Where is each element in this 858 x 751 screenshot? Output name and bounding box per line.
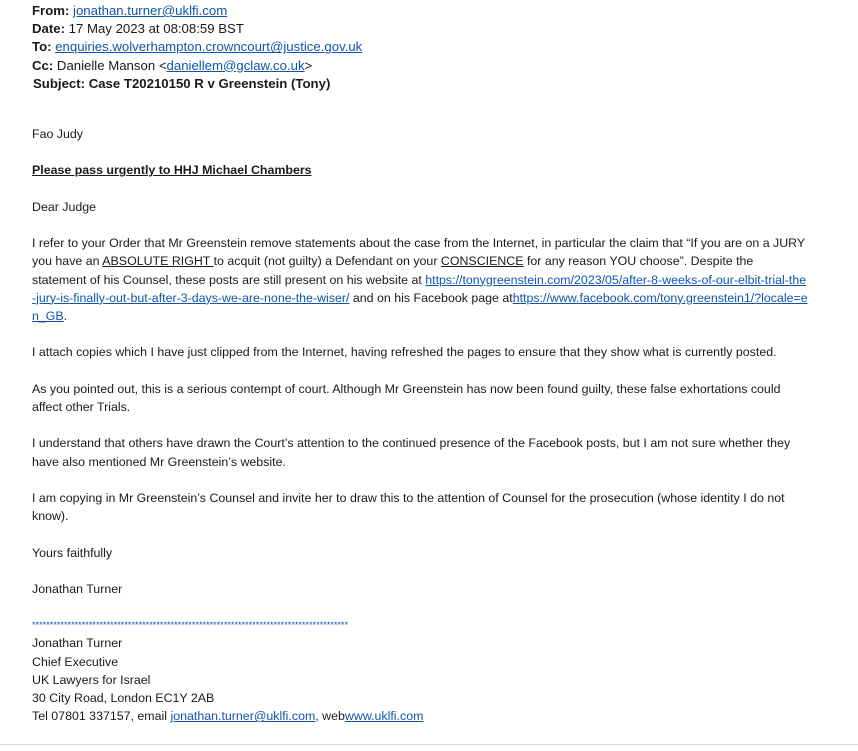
paragraph-2: I attach copies which I have just clipped from the Internet, having refreshed the pages to ensure that they show what is currently posted. [32,345,777,360]
to-email-link[interactable]: enquiries.wolverhampton.crowncourt@justice.gov.uk [55,39,363,55]
p1-text-c: for any reason YOU choose”. Despite the statement of his Counsel, these posts are still present on his website at [32,254,754,287]
signature-email-link[interactable]: jonathan.turner@uklfi.com [170,709,316,724]
urgent-text: Please pass urgently to HHJ Michael Chambers [32,163,312,178]
subject-label: Subject: [33,75,86,91]
contact-prefix: Tel 07801 337157, email [32,709,171,724]
urgent-line [32,161,812,179]
signature-name: Jonathan Turner [32,636,123,651]
facebook-link[interactable]: https://www.facebook.com/tony.greenstein1/?locale=en_GB [32,290,808,323]
p1-text-a: I refer to your Order that Mr Greenstein remove statements about the case from the Internet, in particular the claim that “If you are on a JURY you have an [32,236,805,269]
signature-separator: ***************************************************************************************** [32,620,349,631]
cc-label: Cc: [32,57,54,73]
web-prefix: , web [315,709,345,724]
cc-name: Danielle Manson < [56,57,167,73]
signature-address: 30 City Road, London EC1Y 2AB [32,690,215,705]
website-url-link[interactable]: www.uklfi.com [344,709,424,724]
to-row [32,38,362,56]
to-label: To: [32,39,52,55]
website-link[interactable]: https://tonygreenstein.com/2023/05/after-8-weeks-of-our-elbit-trial-the-jury-is-finally-out-but-after-3-days-we-are-none-the-wiser/ [32,272,807,305]
email-body [32,125,812,725]
date-row [32,20,362,38]
p1-text-e: . [63,308,68,323]
from-email-link[interactable]: jonathan.turner@uklfi.com [73,3,228,18]
salutation: Dear Judge [32,199,97,214]
signature-contact [32,707,812,725]
date-value: 17 May 2023 at 08:08:59 BST [68,21,244,37]
signature-org: UK Lawyers for Israel [32,672,151,687]
paragraph-4: I understand that others have drawn the Court’s attention to the continued presence of the Facebook posts, but I am not sure whether they have also mentioned Mr Greenstein’s website. [32,436,791,469]
subject-value: Case T20210150 R v Greenstein (Tony) [88,75,331,91]
sender-name: Jonathan Turner [32,581,123,596]
paragraph-5: I am copying in Mr Greenstein’s Counsel and invite her to draw this to the attention of Counsel for the prosecution (whose identity I do not know). [32,490,785,524]
from-label: From: [32,3,70,18]
absolute-right-text: ABSOLUTE RIGHT [102,254,214,269]
date-label: Date: [32,21,65,37]
fao-line: Fao Judy [32,127,83,141]
closing: Yours faithfully [32,545,113,560]
cc-email-link[interactable]: daniellem@gclaw.co.uk [166,57,305,73]
signature-title: Chief Executive [32,654,119,669]
paragraph-1 [32,234,808,325]
p1-text-b: to acquit (not guilty) a Defendant on your [213,254,441,269]
subject-row [33,75,362,93]
paragraph-3: As you pointed out, this is a serious contempt of court. Although Mr Greenstein has now been found guilty, these false exhortations could affect other Trials. [32,381,781,414]
conscience-text: CONSCIENCE [440,254,524,269]
email-header [32,2,362,93]
from-row [32,2,362,20]
signature-block [32,616,812,725]
cc-row [32,57,362,75]
cc-close: > [304,57,313,73]
p1-text-d: and on his Facebook page at [349,290,513,305]
